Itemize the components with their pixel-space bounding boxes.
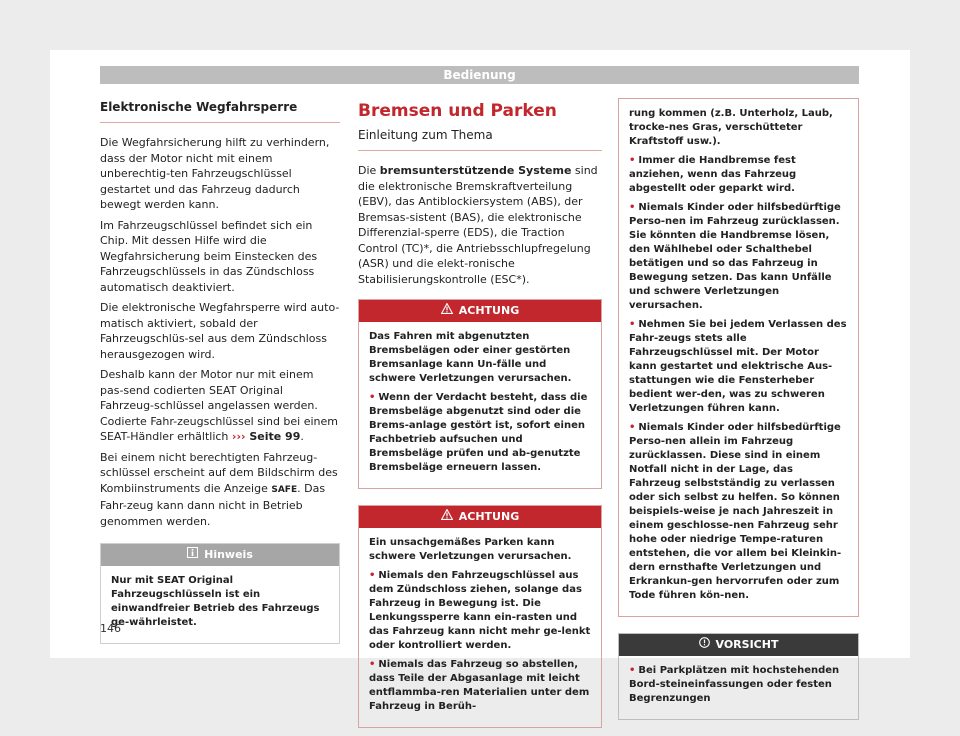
warning-header: ACHTUNG [359, 300, 601, 322]
caution-circle-icon [699, 634, 710, 656]
left-column [100, 100, 340, 660]
middle-column [358, 100, 602, 728]
page [50, 50, 910, 712]
right-column [618, 98, 859, 736]
section-title-immobilizer: Elektronische Wegfahrsperre [100, 100, 340, 123]
warning-bullet: • Immer die Handbremse fest anziehen, wenn das Fahrzeug abgestellt oder geparkt wird. [629, 155, 797, 194]
bullet-icon: • [369, 570, 376, 581]
chapter-title: Bremsen und Parken [358, 101, 557, 121]
paragraph: Im Fahrzeugschlüssel befindet sich ein Chip. Mit dessen Hilfe wird die Wegfahrsicherung beim Einstecken des Fahrzeugschlüssels in das Zündschloss automatisch deaktiviert. [100, 218, 318, 294]
warning-bullet: • Wenn der Verdacht besteht, dass die Bremsbeläge abgenutzt sind oder die Brems-anlage gestört ist, sofort einen Fachbetrieb aufsuchen und Bremsbeläge prüfen und ab-genutzte Bremsbeläge erneuern lassen. [369, 392, 588, 473]
paragraph: Bei einem nicht berechtigten Fahrzeug-schlüssel erscheint auf dem Bildschirm des Kombiinstruments die Anzeige SAFE. Das Fahr-zeug kann dann nicht in Betrieb genommen werden. [100, 450, 338, 528]
hint-header: Hinweis [101, 544, 339, 566]
bullet-icon: • [369, 392, 376, 403]
warning-box-continued [618, 98, 859, 617]
page-link[interactable]: Seite 99 [245, 430, 301, 443]
bullet-icon: • [629, 319, 636, 330]
warning-header: ACHTUNG [359, 506, 601, 528]
link-arrow-icon: ››› [231, 430, 246, 443]
bullet-icon: • [629, 202, 636, 213]
warning-bullet: • Nehmen Sie bei jedem Verlassen des Fahr-zeugs stets alle Fahrzeugschlüssel mit. Der Motor kann gestartet und elektrische Aus-stattungen wie die Fensterheber bedient wer-den, was zu schweren Verletzungen führen kann. [629, 319, 847, 414]
caution-box [618, 633, 859, 720]
warning-bullet: • Niemals Kinder oder hilfsbedürftige Perso-nen im Fahrzeug zurücklassen. Sie könnten die Handbremse lösen, den Wählhebel oder Schalthebel betätigen und so das Fahrzeug in Bewegung setzen. Das kann Unfälle und schwere Verletzungen verursachen. [629, 202, 841, 311]
warning-bullet: • Niemals den Fahrzeugschlüssel aus dem Zündschloss ziehen, solange das Fahrzeug in Bewegung ist. Die Lenkungssperre kann ein-rasten und das Fahrzeug kann nicht mehr ge-lenkt oder kontrolliert werden. [369, 570, 591, 651]
warning-bullet: • Niemals Kinder oder hilfsbedürftige Perso-nen allein im Fahrzeug zurücklassen. Diese sind in einem Notfall nicht in der Lage, das Fahrzeug selbstständig zu verlassen oder sich selbst zu helfen. So können beispiels-weise je nach Jahreszeit in einem geschlosse-nen Fahrzeug sehr hohe oder niedrige Tempe-raturen entstehen, die vor allem bei Kleinkin-dern ernsthafte Verletzungen und Erkrankun-gen hervorrufen oder zum Tode führen kön-nen. [629, 422, 842, 601]
bullet-icon: • [629, 155, 636, 166]
caution-header: VORSICHT [619, 634, 858, 656]
warning-box-parking [358, 505, 602, 728]
page-number: 146 [100, 622, 121, 635]
hint-box [100, 543, 340, 644]
safe-indicator: SAFE [271, 484, 298, 495]
intro-paragraph: Die bremsunterstützende Systeme sind die elektronische Bremskraftverteilung (EBV), das Antiblockiersystem (ABS), der Bremsas-sistent (BAS), die elektronische Differenzial-sperre (EDS), die Traction Control (TC)*, die Antriebsschlupfregelung (ASR) und die elekt-ronische Stabilisierungskontrolle (ESC*). [358, 164, 598, 286]
info-icon [187, 544, 198, 566]
warning-triangle-icon [441, 506, 453, 528]
paragraph: Die Wegfahrsicherung hilft zu verhindern, dass der Motor nicht mit einem unberechtig-ten Fahrzeugschlüssel gestartet und das Fahrzeug dadurch bewegt werden kann. [100, 136, 330, 211]
warning-bullet: • Niemals das Fahrzeug so abstellen, dass Teile der Abgasanlage mit leicht entflammba-ren Materialien unter dem Fahrzeug in Berüh- [369, 659, 590, 712]
section-header: Bedienung [100, 66, 859, 84]
paragraph: Die elektronische Wegfahrsperre wird auto-matisch aktiviert, sobald der Fahrzeugschlüs-sel aus dem Zündschloss herausgezogen wird. [100, 301, 340, 361]
warning-text: Das Fahren mit abgenutzten Bremsbelägen oder einer gestörten Bremsanlage kann Un-fälle und schwere Verletzungen verursachen. [369, 331, 572, 384]
warning-triangle-icon [441, 300, 453, 322]
hint-text: Nur mit SEAT Original Fahrzeugschlüsseln ist ein einwandfreier Betrieb des Fahrzeugs ge-währleistet. [111, 575, 320, 628]
caution-bullet: • Bei Parkplätzen mit hochstehenden Bord-steineinfassungen oder festen Begrenzungen [629, 665, 840, 704]
warning-box-brakes [358, 299, 602, 489]
bullet-icon: • [369, 659, 376, 670]
chapter-subtitle: Einleitung zum Thema [358, 128, 602, 151]
warning-text: rung kommen (z.B. Unterholz, Laub, trocke-nes Gras, verschütteter Kraftstoff usw.). [629, 108, 833, 147]
paragraph: Deshalb kann der Motor nur mit einem pas-send codierten SEAT Original Fahrzeug-schlüssel angelassen werden. Codierte Fahr-zeugschlüssel sind bei einem SEAT-Händler erhältlich ››› Seite 99. [100, 368, 339, 443]
warning-text: Ein unsachgemäßes Parken kann schwere Verletzungen verursachen. [369, 537, 572, 562]
bullet-icon: • [629, 422, 636, 433]
bullet-icon: • [629, 665, 636, 676]
